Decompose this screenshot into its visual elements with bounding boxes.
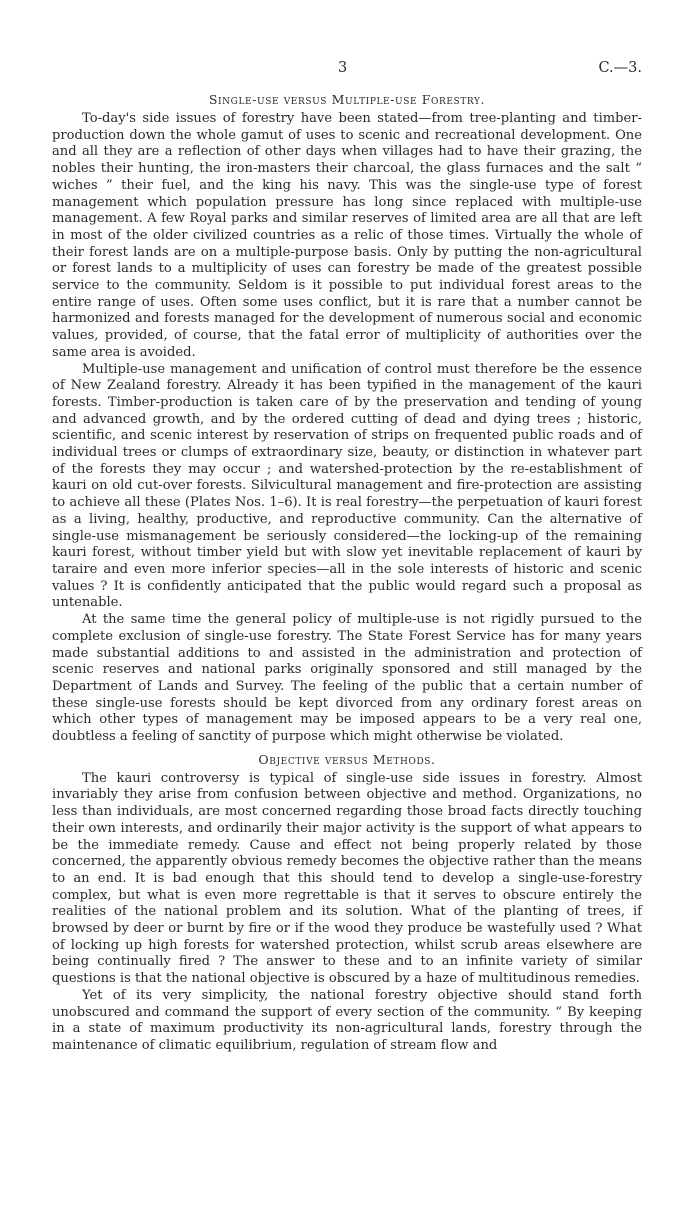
page-header [52, 60, 642, 82]
page-number: 3 [338, 60, 348, 76]
section-heading-objective: Objective versus Methods. [258, 751, 436, 767]
paragraph: To-day's side issues of forestry have been stated—from tree-planting and timber-production down the whole gamut of uses to scenic and recreational development. One and all they are a reflection of other days when villages had to have their grazing, the nobles their hunting, the iron-masters their charcoal, the glass furnaces and the salt “ wiches ” their fuel, and the king his navy. This was the single-use type of forest management which population pressure has long since replaced with multiple-use management. A few Royal parks and similar reserves of limited area are all that are left in most of the older civilized countries as a relic of those times. Virtually the whole of their forest lands are on a multiple-purpose basis. Only by putting the non-agricultural or forest lands to a multiplicity of uses can forestry be made of the greatest possible service to the community. Seldom is it possible to put individual forest areas to the entire range of uses. Often some uses conflict, but it is rare that a number cannot be harmonized and forests managed for the development of numerous social and economic values, provided, of course, that the fatal error of multiplicity of authorities over the same area is avoided. [52, 111, 642, 360]
document-page [52, 60, 642, 1055]
paragraph: The kauri controversy is typical of single-use side issues in forestry. Almost invariably they arise from confusion between objective and method. Organizations, no less than individuals, are most concerned regarding those broad facts directly touching their own interests, and ordinarily their major activity is the support of what appears to be the immediate remedy. Cause and effect not being properly related by those concerned, the apparently obvious remedy becomes the objective rather than the means to an end. It is bad enough that this should tend to develop a single-use-forestry complex, but what is even more regrettable is that it serves to obscure entirely the realities of the national problem and its solution. What of the planting of trees, if browsed by deer or burnt by fire or if the wood they produce be wastefully used ? What of locking up high forests for watershed protection, whilst scrub areas elsewhere are being continually fired ? The answer to these and to an infinite variety of similar questions is that the national objective is obscured by a haze of multitudinous remedies. [52, 770, 642, 987]
paragraph: Yet of its very simplicity, the national forestry objective should stand forth unobscured and command the support of every section of the community. “ By keeping in a state of maximum productivity its non-agricultural lands, forestry through the maintenance of climatic equilibrium, regulation of stream flow and [52, 987, 642, 1053]
section-heading-single-use: Single-use versus Multiple-use Forestry. [208, 92, 486, 107]
paragraph: Multiple-use management and unification of control must therefore be the essence of New Zealand forestry. Already it has been typified in the management of the kauri forests. Timber-production is taken care of by the preservation and tending of young and advanced growth, and by the ordered cutting of dead and dying trees ; historic, scientific, and scenic interest by reservation of strips on frequented public roads and of individual trees or clumps of extraordinary size, beauty, or distinction in whatever part of the forests they may occur ; and watershed-protection by the re-establishment of kauri on old cut-over forests. Silvicultural management and fire-protection are assisting to achieve all these (Plates Nos. 1–6). It is real forestry—the perpetuation of kauri forest as a living, healthy, productive, and reproductive community. Can the alternative of single-use mismanagement be seriously considered—the locking-up of the remaining kauri forest, without timber yield but with slow yet inevitable replacement of kauri by taraire and even more inferior species—all in the sole interests of historic and scenic values ? It is confidently anticipated that the public would regard such a proposal as untenable. [52, 361, 642, 611]
paragraph: At the same time the general policy of multiple-use is not rigidly pursued to the complete exclusion of single-use forestry. The State Forest Service has for many years made substantial additions to and assisted in the administration and protection of scenic reserves and national parks originally sponsored and still managed by the Department of Lands and Survey. The feeling of the public that a certain number of these single-use forests should be kept divorced from any ordinary forest areas on which other types of management may be imposed appears to be a very real one, doubtless a feeling of sanctity of purpose which might otherwise be violated. [52, 612, 642, 745]
report-code: C.—3. [598, 60, 642, 76]
